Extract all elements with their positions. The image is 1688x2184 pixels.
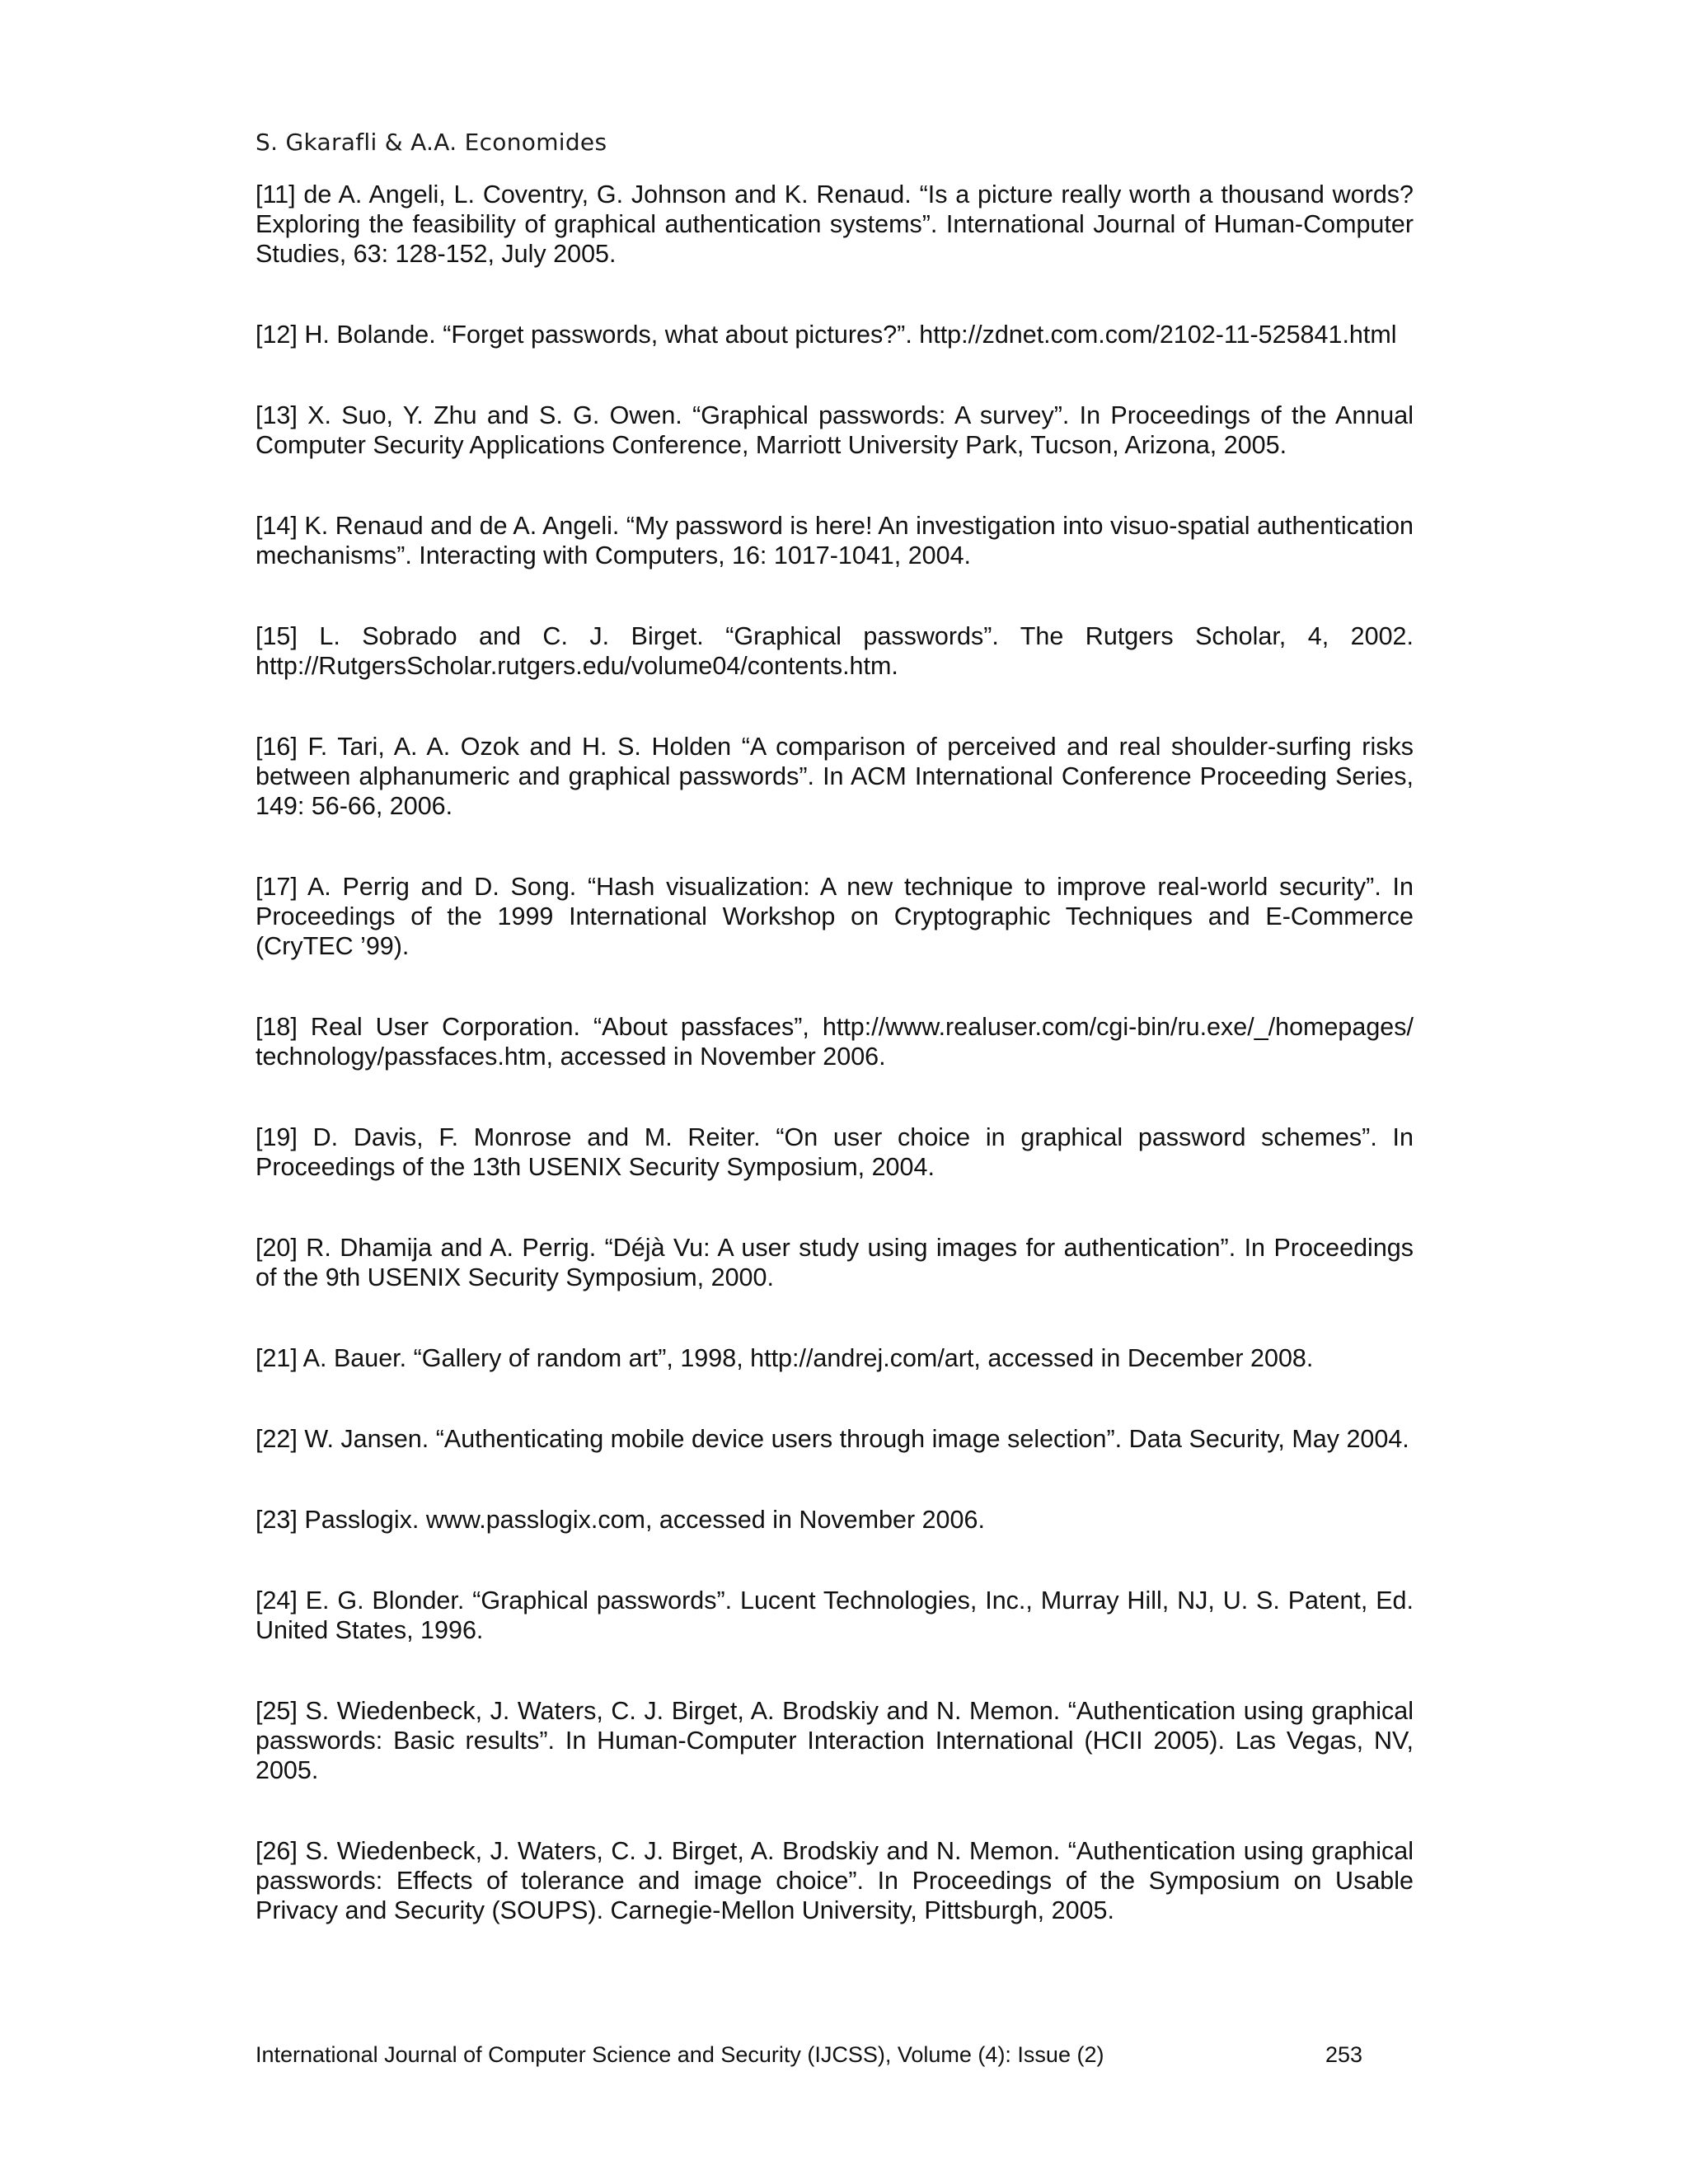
page-number: 253 (1325, 2042, 1363, 2067)
reference-item-25: [25] S. Wiedenbeck, J. Waters, C. J. Birget, A. Brodskiy and N. Memon. “Authentication using graphical passwords: Basic results”. In Human-Computer Interaction International (HCII 2005). Las Vegas, NV, 2005. (256, 1697, 1414, 1784)
reference-item-15: [15] L. Sobrado and C. J. Birget. “Graphical passwords”. The Rutgers Scholar, 4, 2002. http://RutgersScholar.rutgers.edu/volume04/contents.htm. (256, 622, 1414, 680)
reference-item-23: [23] Passlogix. www.passlogix.com, accessed in November 2006. (256, 1506, 985, 1534)
reference-list (256, 180, 1414, 1925)
reference-item-19: [19] D. Davis, F. Monrose and M. Reiter. “On user choice in graphical password schemes”. In Proceedings of the 13th USENIX Security Symposium, 2004. (256, 1123, 1414, 1181)
reference-item-21: [21] A. Bauer. “Gallery of random art”, 1998, http://andrej.com/art, accessed in December 2008. (256, 1344, 1314, 1372)
reference-item-12: [12] H. Bolande. “Forget passwords, what about pictures?”. http://zdnet.com.com/2102-11-525841.html (256, 321, 1397, 349)
reference-item-24: [24] E. G. Blonder. “Graphical passwords”. Lucent Technologies, Inc., Murray Hill, NJ, U. S. Patent, Ed. United States, 1996. (256, 1586, 1414, 1644)
reference-item-17: [17] A. Perrig and D. Song. “Hash visualization: A new technique to improve real-world security”. In Proceedings of the 1999 International Workshop on Cryptographic Techniques and E-Commerce (CryTEC ’99). (256, 873, 1414, 960)
reference-item-11: [11] de A. Angeli, L. Coventry, G. Johnson and K. Renaud. “Is a picture really worth a thousand words? Exploring the feasibility of graphical authentication systems”. International Journal of Human-Computer Studies, 63: 128-152, July 2005. (256, 180, 1414, 268)
reference-item-14: [14] K. Renaud and de A. Angeli. “My password is here! An investigation into visuo-spatial authentication mechanisms”. Interacting with Computers, 16: 1017-1041, 2004. (256, 512, 1414, 569)
reference-item-16: [16] F. Tari, A. A. Ozok and H. S. Holden “A comparison of perceived and real shoulder-surfing risks between alphanumeric and graphical passwords”. In ACM International Conference Proceeding Series, 149: 56-66, 2006. (256, 733, 1414, 820)
reference-item-22: [22] W. Jansen. “Authenticating mobile device users through image selection”. Data Security, May 2004. (256, 1425, 1409, 1453)
footer-journal-name: International Journal of Computer Science and Security (IJCSS), Volume (4): Issue (2) (256, 2042, 1104, 2067)
reference-item-20: [20] R. Dhamija and A. Perrig. “Déjà Vu: A user study using images for authentication”. In Proceedings of the 9th USENIX Security Symposium, 2000. (256, 1234, 1414, 1291)
running-header-authors: S. Gkarafli & A.A. Economides (256, 129, 607, 156)
reference-item-18: [18] Real User Corporation. “About passfaces”, http://www.realuser.com/cgi-bin/ru.exe/_/homepages/ technology/passfaces.htm, accessed in November 2006. (256, 1013, 1414, 1071)
reference-item-13: [13] X. Suo, Y. Zhu and S. G. Owen. “Graphical passwords: A survey”. In Proceedings of the Annual Computer Security Applications Conference, Marriott University Park, Tucson, Arizona, 2005. (256, 401, 1414, 459)
reference-item-26: [26] S. Wiedenbeck, J. Waters, C. J. Birget, A. Brodskiy and N. Memon. “Authentication using graphical passwords: Effects of tolerance and image choice”. In Proceedings of the Symposium on Usable Privacy and Security (SOUPS). Carnegie-Mellon University, Pittsburgh, 2005. (256, 1837, 1414, 1924)
